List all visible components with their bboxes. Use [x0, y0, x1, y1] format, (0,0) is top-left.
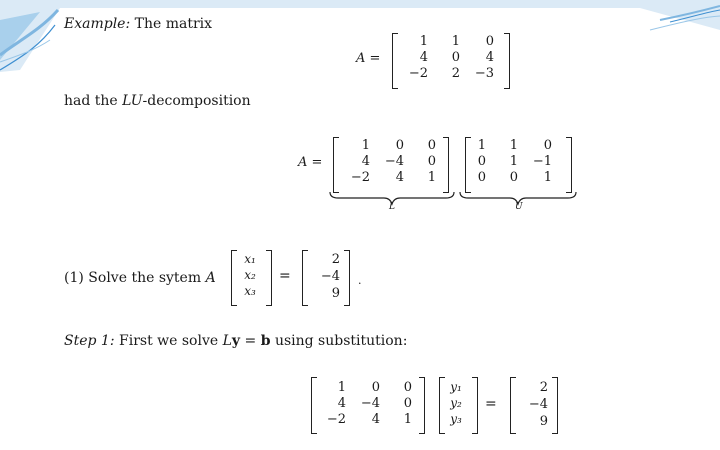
matrix-l	[338, 138, 436, 185]
u-cell: 1	[509, 154, 518, 169]
l-cell: −4	[384, 154, 404, 169]
problem-var: A	[205, 270, 216, 286]
l-cell: 1	[427, 170, 436, 185]
x-left-bracket	[231, 250, 237, 306]
b-cell: −4	[320, 269, 340, 284]
b-cell: 2	[331, 252, 340, 267]
sys-l-cell: 4	[337, 396, 346, 411]
problem-text: Solve the sytem	[88, 270, 202, 286]
matrix-a-left-bracket	[392, 33, 398, 89]
header-decoration	[0, 0, 720, 80]
sys-l-right-bracket	[419, 377, 425, 434]
sys-l-cell: 4	[371, 412, 380, 427]
sys-b-cell: −4	[528, 397, 548, 412]
vector-y	[446, 380, 466, 426]
decomp-prefix: had the	[64, 93, 123, 109]
problem-number: (1)	[64, 270, 84, 286]
u-label: U	[515, 202, 523, 212]
u-cell: 1	[543, 170, 552, 185]
u-cell: 0	[477, 154, 486, 169]
matrix-a-cell: 0	[451, 50, 460, 65]
u-cell: 1	[477, 138, 486, 153]
decomp-suffix: -decomposition	[142, 93, 251, 109]
sys-b-cell: 9	[539, 414, 548, 429]
u-cell: 0	[543, 138, 552, 153]
sys-b-right-bracket	[552, 377, 558, 434]
step1-text-a: First we solve	[119, 333, 219, 349]
l-cell: 0	[427, 154, 436, 169]
l-cell: 0	[427, 138, 436, 153]
y-cell: y₂	[450, 396, 462, 410]
b-cell: 9	[331, 286, 340, 301]
matrix-a-cell: −3	[474, 66, 494, 81]
matrix-a	[402, 34, 494, 81]
step1-eq: =	[244, 333, 257, 349]
b-right-bracket	[344, 250, 350, 306]
problem-period: .	[358, 274, 362, 287]
x-cell: x₃	[244, 284, 256, 298]
matrix-a-cell: 1	[419, 34, 428, 49]
matrix-a-name: A =	[356, 51, 381, 66]
sys-l-cell: 0	[371, 380, 380, 395]
sys-l-cell: 1	[403, 412, 412, 427]
underbraces	[328, 190, 580, 214]
problem-statement	[64, 270, 216, 286]
u-right-bracket	[566, 137, 572, 193]
l-right-bracket	[443, 137, 449, 193]
problem-equals: =	[279, 268, 291, 284]
sys-l-cell: 0	[403, 380, 412, 395]
step1-line	[64, 333, 407, 349]
matrix-a-cell: 1	[451, 34, 460, 49]
u-cell: 1	[509, 138, 518, 153]
lu-a-name: A =	[298, 155, 323, 170]
matrix-a-right-bracket	[504, 33, 510, 89]
system-vector-b	[516, 380, 548, 429]
u-cell: 0	[509, 170, 518, 185]
y-cell: y₃	[450, 412, 462, 426]
l-label: L	[389, 202, 395, 212]
step1-l: L	[222, 333, 232, 349]
u-cell: 0	[477, 170, 486, 185]
l-cell: 1	[361, 138, 370, 153]
l-cell: 0	[395, 138, 404, 153]
sys-l-cell: −4	[360, 396, 380, 411]
step1-label: Step 1:	[64, 333, 115, 349]
y-left-bracket	[439, 377, 445, 434]
x-cell: x₂	[244, 268, 256, 282]
example-label: Example:	[64, 16, 131, 32]
sys-l-cell: 1	[337, 380, 346, 395]
step1-y: y	[231, 333, 241, 349]
step1-text-b: using substitution:	[274, 333, 408, 349]
system-equals: =	[485, 396, 497, 412]
example-text: The matrix	[134, 16, 213, 32]
y-cell: y₁	[450, 380, 462, 394]
vector-b	[308, 252, 340, 301]
matrix-a-cell: 0	[485, 34, 494, 49]
matrix-a-cell: 2	[451, 66, 460, 81]
sys-b-cell: 2	[539, 380, 548, 395]
l-cell: 4	[395, 170, 404, 185]
matrix-a-cell: 4	[419, 50, 428, 65]
matrix-u	[470, 138, 552, 185]
u-cell: −1	[532, 154, 552, 169]
decomp-em: LU	[122, 93, 143, 109]
sys-l-cell: 0	[403, 396, 412, 411]
x-right-bracket	[266, 250, 272, 306]
x-cell: x₁	[244, 252, 256, 266]
vector-x	[239, 252, 261, 298]
matrix-a-cell: −2	[408, 66, 428, 81]
step1-b: b	[260, 333, 271, 349]
decomposition-line	[64, 93, 251, 109]
y-right-bracket	[472, 377, 478, 434]
example-line	[64, 16, 212, 32]
l-cell: 4	[361, 154, 370, 169]
l-cell: −2	[350, 170, 370, 185]
system-matrix-l	[316, 380, 412, 427]
sys-l-cell: −2	[326, 412, 346, 427]
matrix-a-cell: 4	[485, 50, 494, 65]
